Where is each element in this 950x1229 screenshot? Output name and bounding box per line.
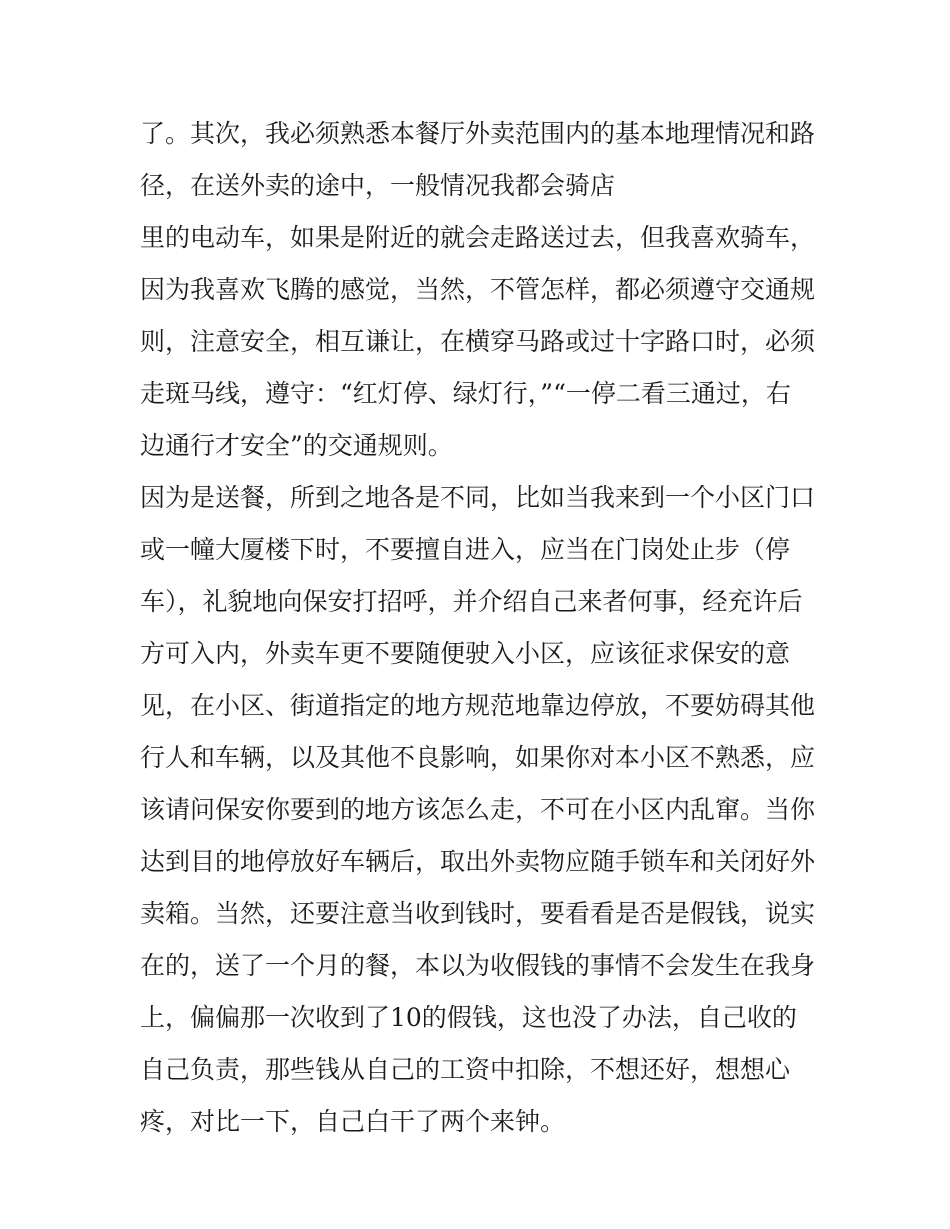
text-line: 因为是送餐，所到之地各是不同，比如当我来到一个小区门口 (140, 483, 816, 512)
text-line: 见，在小区、街道指定的地方规范地靠边停放，不要妨碍其他 (140, 691, 816, 720)
text-line: 达到目的地停放好车辆后，取出外卖物应随手锁车和关闭好外 (140, 847, 816, 876)
text-line: 行人和车辆，以及其他不良影响，如果你对本小区不熟悉，应 (140, 743, 816, 772)
text-line: 了。其次，我必须熟悉本餐厅外卖范围内的基本地理情况和路 (140, 119, 816, 148)
text-line: 上，偏偏那一次收到了10的假钱，这也没了办法，自己收的 (140, 1003, 797, 1032)
text-line: 里的电动车，如果是附近的就会走路送过去，但我喜欢骑车， (140, 223, 816, 252)
text-line: 边通行才安全”的交通规则。 (140, 431, 453, 460)
text-line: 径，在送外卖的途中，一般情况我都会骑店 (140, 171, 616, 200)
text-line: 方可入内，外卖车更不要随便驶入小区，应该征求保安的意 (140, 639, 791, 668)
body-text (140, 108, 820, 1148)
text-line: 自己负责，那些钱从自己的工资中扣除，不想还好，想想心 (140, 1055, 791, 1084)
text-line: 在的，送了一个月的餐，本以为收假钱的事情不会发生在我身 (140, 951, 816, 980)
text-line: 因为我喜欢飞腾的感觉，当然，不管怎样，都必须遵守交通规 (140, 275, 816, 304)
text-line: 则，注意安全，相互谦让，在横穿马路或过十字路口时，必须 (140, 327, 816, 356)
text-line: 该请问保安你要到的地方该怎么走，不可在小区内乱窜。当你 (140, 795, 816, 824)
text-line: 车），礼貌地向保安打招呼，并介绍自己来者何事，经充许后 (140, 587, 803, 616)
text-line: 卖箱。当然，还要注意当收到钱时，要看看是否是假钱，说实 (140, 899, 816, 928)
text-line: 或一幢大厦楼下时，不要擅自进入，应当在门岗处止步（停 (140, 535, 791, 564)
text-line: 疼，对比一下，自己白干了两个来钟。 (140, 1107, 566, 1136)
text-line: 走斑马线，遵守：“红灯停、绿灯行，”“一停二看三通过，右 (140, 379, 791, 408)
